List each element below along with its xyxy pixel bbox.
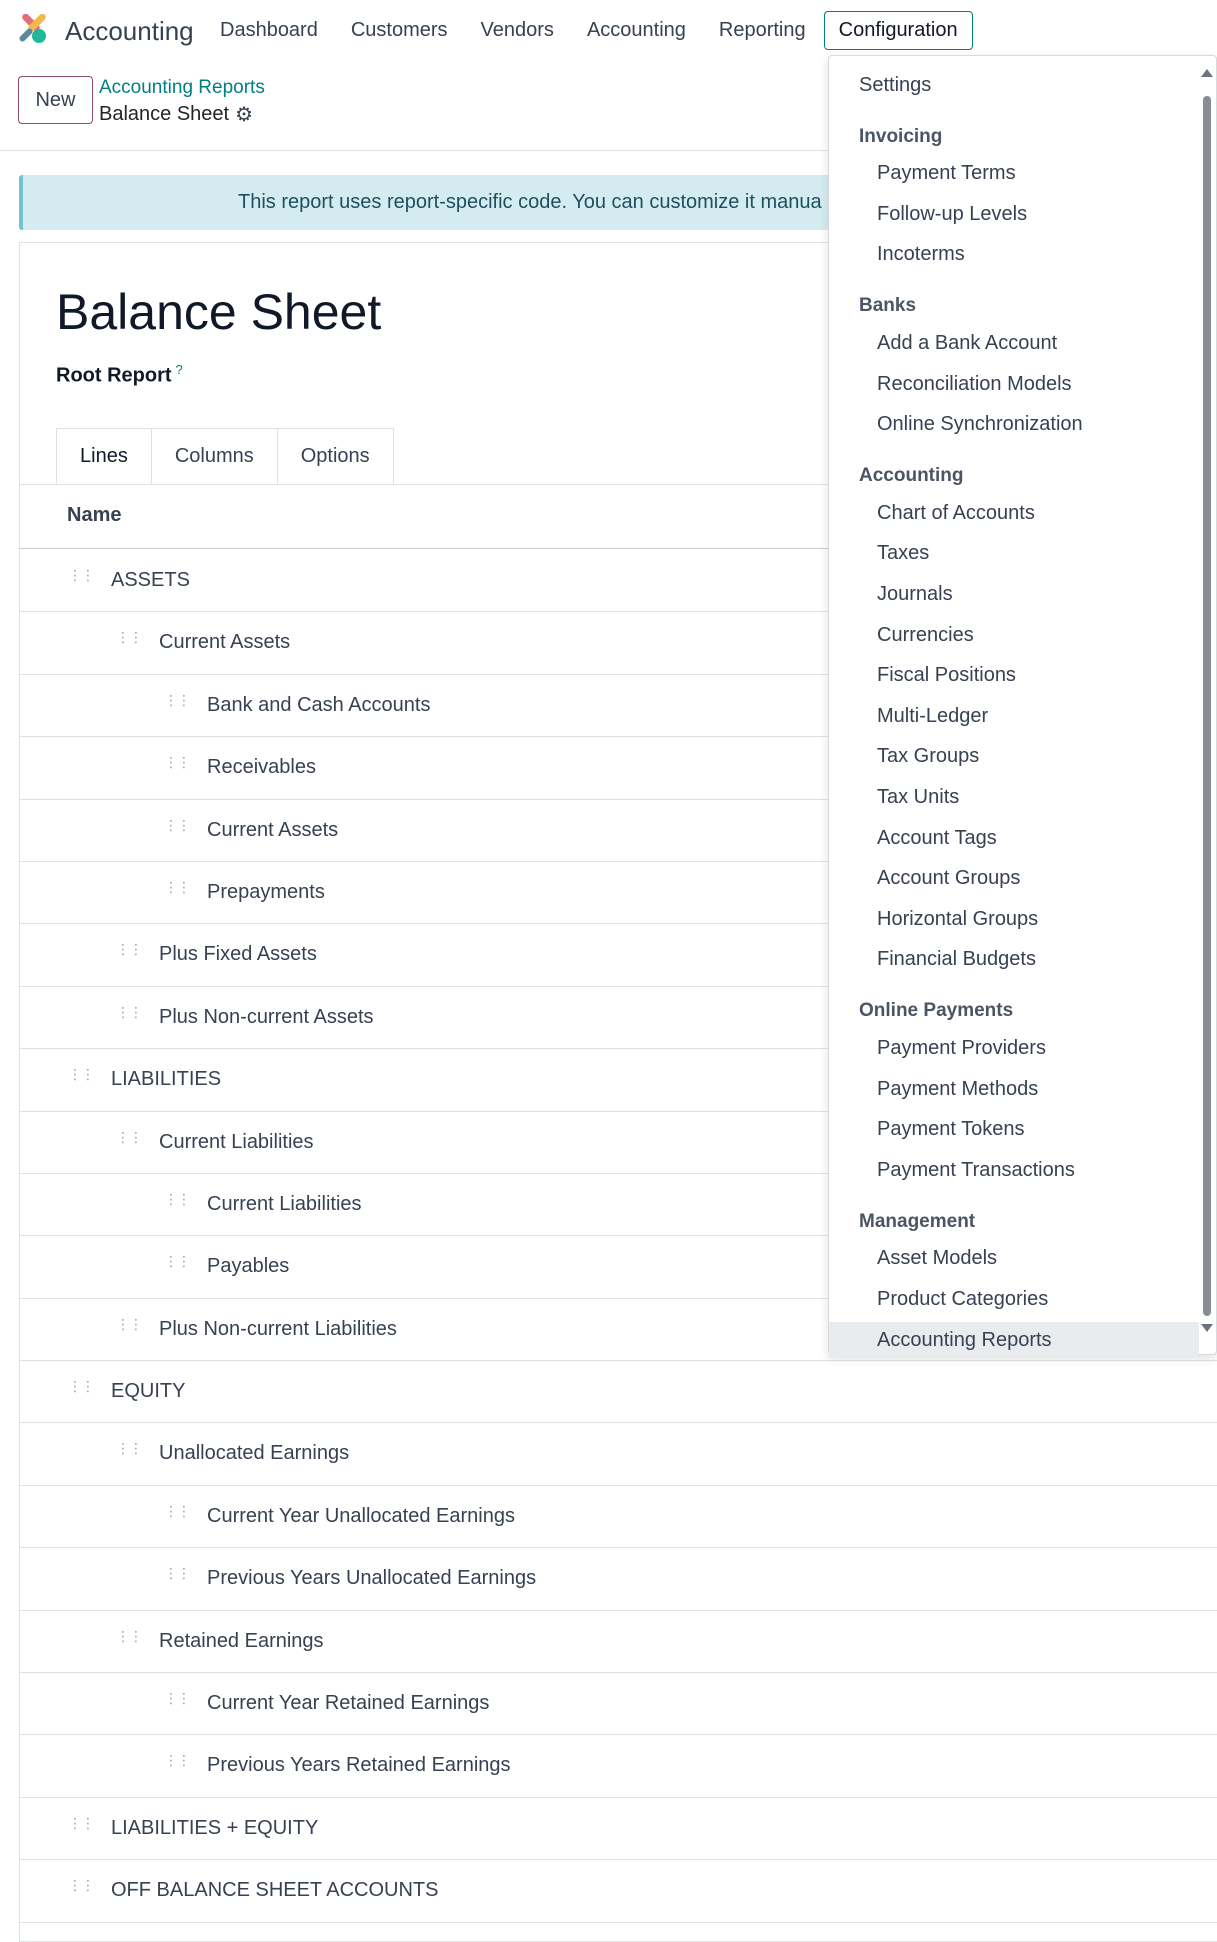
help-tooltip-icon[interactable]: ? xyxy=(175,362,183,377)
drag-handle-icon[interactable]: ⋮⋮ xyxy=(164,1690,190,1707)
table-row[interactable] xyxy=(19,1486,1217,1548)
dropdown-item-incoterms[interactable]: Incoterms xyxy=(877,243,965,266)
column-header-name[interactable]: Name xyxy=(67,504,122,526)
row-label: OFF BALANCE SHEET ACCOUNTS xyxy=(111,1879,439,1902)
row-label: LIABILITIES xyxy=(111,1068,222,1091)
row-label: Current Liabilities xyxy=(159,1130,314,1153)
gear-icon[interactable]: ⚙ xyxy=(235,104,254,126)
dropdown-item-journals[interactable]: Journals xyxy=(877,582,953,605)
row-label: ASSETS xyxy=(111,569,190,591)
row-label: Current Year Retained Earnings xyxy=(207,1692,490,1715)
dropdown-item-product-categories[interactable]: Product Categories xyxy=(877,1287,1049,1310)
menu-configuration[interactable]: Configuration xyxy=(824,11,973,50)
dropdown-item-chart-of-accounts[interactable]: Chart of Accounts xyxy=(877,501,1035,524)
drag-handle-icon[interactable]: ⋮⋮ xyxy=(68,1814,94,1831)
dropdown-item-taxes[interactable]: Taxes xyxy=(877,542,930,565)
row-label: Plus Fixed Assets xyxy=(159,943,317,966)
scroll-up-arrow-icon[interactable] xyxy=(1201,69,1213,77)
drag-handle-icon[interactable]: ⋮⋮ xyxy=(164,1190,190,1207)
drag-handle-icon[interactable]: ⋮⋮ xyxy=(164,754,190,771)
dropdown-item-payment-terms[interactable]: Payment Terms xyxy=(877,162,1016,185)
dropdown-item-multi-ledger[interactable]: Multi-Ledger xyxy=(877,704,989,727)
configuration-dropdown xyxy=(828,55,1217,1355)
dropdown-section-header: Accounting xyxy=(859,465,964,487)
dropdown-item-tax-units[interactable]: Tax Units xyxy=(877,785,960,808)
row-label: Receivables xyxy=(207,756,316,779)
table-row[interactable] xyxy=(19,1735,1217,1797)
app-name[interactable]: Accounting xyxy=(65,16,194,46)
dropdown-item-payment-transactions[interactable]: Payment Transactions xyxy=(877,1158,1075,1181)
row-label: Bank and Cash Accounts xyxy=(207,693,431,716)
dropdown-item-account-groups[interactable]: Account Groups xyxy=(877,867,1021,890)
dropdown-item-follow-up-levels[interactable]: Follow-up Levels xyxy=(877,202,1028,225)
scroll-down-arrow-icon[interactable] xyxy=(1201,1324,1213,1332)
scrollbar-thumb[interactable] xyxy=(1203,96,1211,1316)
drag-handle-icon[interactable]: ⋮⋮ xyxy=(164,1565,190,1582)
row-label: Current Year Unallocated Earnings xyxy=(207,1504,515,1527)
row-label: Retained Earnings xyxy=(159,1629,324,1652)
drag-handle-icon[interactable]: ⋮⋮ xyxy=(116,1128,142,1145)
main-menu xyxy=(205,0,976,60)
drag-handle-icon[interactable]: ⋮⋮ xyxy=(116,1440,142,1457)
table-row[interactable] xyxy=(19,1361,1217,1423)
dropdown-item-add-a-bank-account[interactable]: Add a Bank Account xyxy=(877,331,1058,354)
alert-text: This report uses report-specific code. You can customize it manua xyxy=(238,191,822,213)
dropdown-section-header: Banks xyxy=(859,295,917,317)
drag-handle-icon[interactable]: ⋮⋮ xyxy=(68,1066,94,1083)
dropdown-item-reconciliation-models[interactable]: Reconciliation Models xyxy=(877,372,1072,395)
row-label: Previous Years Unallocated Earnings xyxy=(207,1567,537,1590)
form-tabs xyxy=(56,428,393,484)
dropdown-item-account-tags[interactable]: Account Tags xyxy=(877,826,997,849)
row-label: Current Assets xyxy=(159,631,291,654)
drag-handle-icon[interactable]: ⋮⋮ xyxy=(164,878,190,895)
drag-handle-icon[interactable]: ⋮⋮ xyxy=(164,816,190,833)
tab-lines[interactable]: Lines xyxy=(56,428,152,484)
dropdown-item-accounting-reports[interactable]: Accounting Reports xyxy=(829,1322,1199,1358)
row-label: EQUITY xyxy=(111,1380,186,1403)
row-label: Current Assets xyxy=(207,818,339,841)
dropdown-item-online-synchronization[interactable]: Online Synchronization xyxy=(877,413,1083,436)
dropdown-item-payment-tokens[interactable]: Payment Tokens xyxy=(877,1118,1025,1141)
new-button[interactable]: New xyxy=(18,76,93,124)
drag-handle-icon[interactable]: ⋮⋮ xyxy=(164,1502,190,1519)
tab-options[interactable]: Options xyxy=(277,428,394,484)
table-row[interactable] xyxy=(19,1548,1217,1610)
row-label: LIABILITIES + EQUITY xyxy=(111,1816,319,1839)
drag-handle-icon[interactable]: ⋮⋮ xyxy=(116,629,142,646)
drag-handle-icon[interactable]: ⋮⋮ xyxy=(164,691,190,708)
row-label: Plus Non-current Assets xyxy=(159,1005,374,1028)
dropdown-item-asset-models[interactable]: Asset Models xyxy=(877,1247,998,1270)
breadcrumb-current xyxy=(99,102,253,127)
table-row[interactable] xyxy=(19,1798,1217,1860)
drag-handle-icon[interactable]: ⋮⋮ xyxy=(116,1003,142,1020)
root-report-text: Root Report xyxy=(56,364,172,387)
dropdown-item-horizontal-groups[interactable]: Horizontal Groups xyxy=(877,907,1039,930)
drag-handle-icon[interactable]: ⋮⋮ xyxy=(164,1253,190,1270)
dropdown-item-tax-groups[interactable]: Tax Groups xyxy=(877,745,980,768)
drag-handle-icon[interactable]: ⋮⋮ xyxy=(116,941,142,958)
dropdown-item-financial-budgets[interactable]: Financial Budgets xyxy=(877,948,1036,971)
root-report-label xyxy=(56,362,183,388)
menu-accounting[interactable]: Accounting xyxy=(586,18,686,41)
odoo-app-logo-icon[interactable] xyxy=(18,14,50,46)
drag-handle-icon[interactable]: ⋮⋮ xyxy=(116,1315,142,1332)
row-label: Previous Years Retained Earnings xyxy=(207,1754,511,1777)
menu-dashboard[interactable]: Dashboard xyxy=(220,18,318,41)
dropdown-section-header: Online Payments xyxy=(859,1000,1014,1022)
dropdown-section-header: Management xyxy=(859,1210,976,1232)
table-row[interactable] xyxy=(19,1860,1217,1922)
menu-reporting[interactable]: Reporting xyxy=(718,18,806,41)
table-row[interactable] xyxy=(19,1611,1217,1673)
page-title[interactable]: Balance Sheet xyxy=(56,284,382,340)
drag-handle-icon[interactable]: ⋮⋮ xyxy=(164,1752,190,1769)
drag-handle-icon[interactable]: ⋮⋮ xyxy=(68,567,94,583)
drag-handle-icon[interactable]: ⋮⋮ xyxy=(68,1877,94,1894)
row-label: Plus Non-current Liabilities xyxy=(159,1317,397,1340)
dropdown-section-header: Invoicing xyxy=(859,125,943,147)
menu-customers[interactable]: Customers xyxy=(350,18,448,41)
drag-handle-icon[interactable]: ⋮⋮ xyxy=(116,1627,142,1644)
table-row[interactable] xyxy=(19,1673,1217,1735)
tab-columns[interactable]: Columns xyxy=(151,428,278,484)
breadcrumb-parent[interactable]: Accounting Reports xyxy=(99,77,265,98)
row-label: Payables xyxy=(207,1255,290,1278)
dropdown-item-fiscal-positions[interactable]: Fiscal Positions xyxy=(877,664,1016,687)
row-label: Current Liabilities xyxy=(207,1192,362,1215)
breadcrumb-current-label: Balance Sheet xyxy=(99,103,230,125)
row-label: Unallocated Earnings xyxy=(159,1442,350,1465)
drag-handle-icon[interactable]: ⋮⋮ xyxy=(68,1378,94,1395)
table-row[interactable] xyxy=(19,1423,1217,1485)
menu-vendors[interactable]: Vendors xyxy=(480,18,554,41)
dropdown-item-payment-methods[interactable]: Payment Methods xyxy=(877,1077,1039,1100)
dropdown-item-settings[interactable]: Settings xyxy=(859,73,932,96)
row-label: Prepayments xyxy=(207,880,325,903)
top-navbar xyxy=(0,0,1217,60)
dropdown-item-currencies[interactable]: Currencies xyxy=(877,623,974,646)
dropdown-item-payment-providers[interactable]: Payment Providers xyxy=(877,1036,1046,1059)
